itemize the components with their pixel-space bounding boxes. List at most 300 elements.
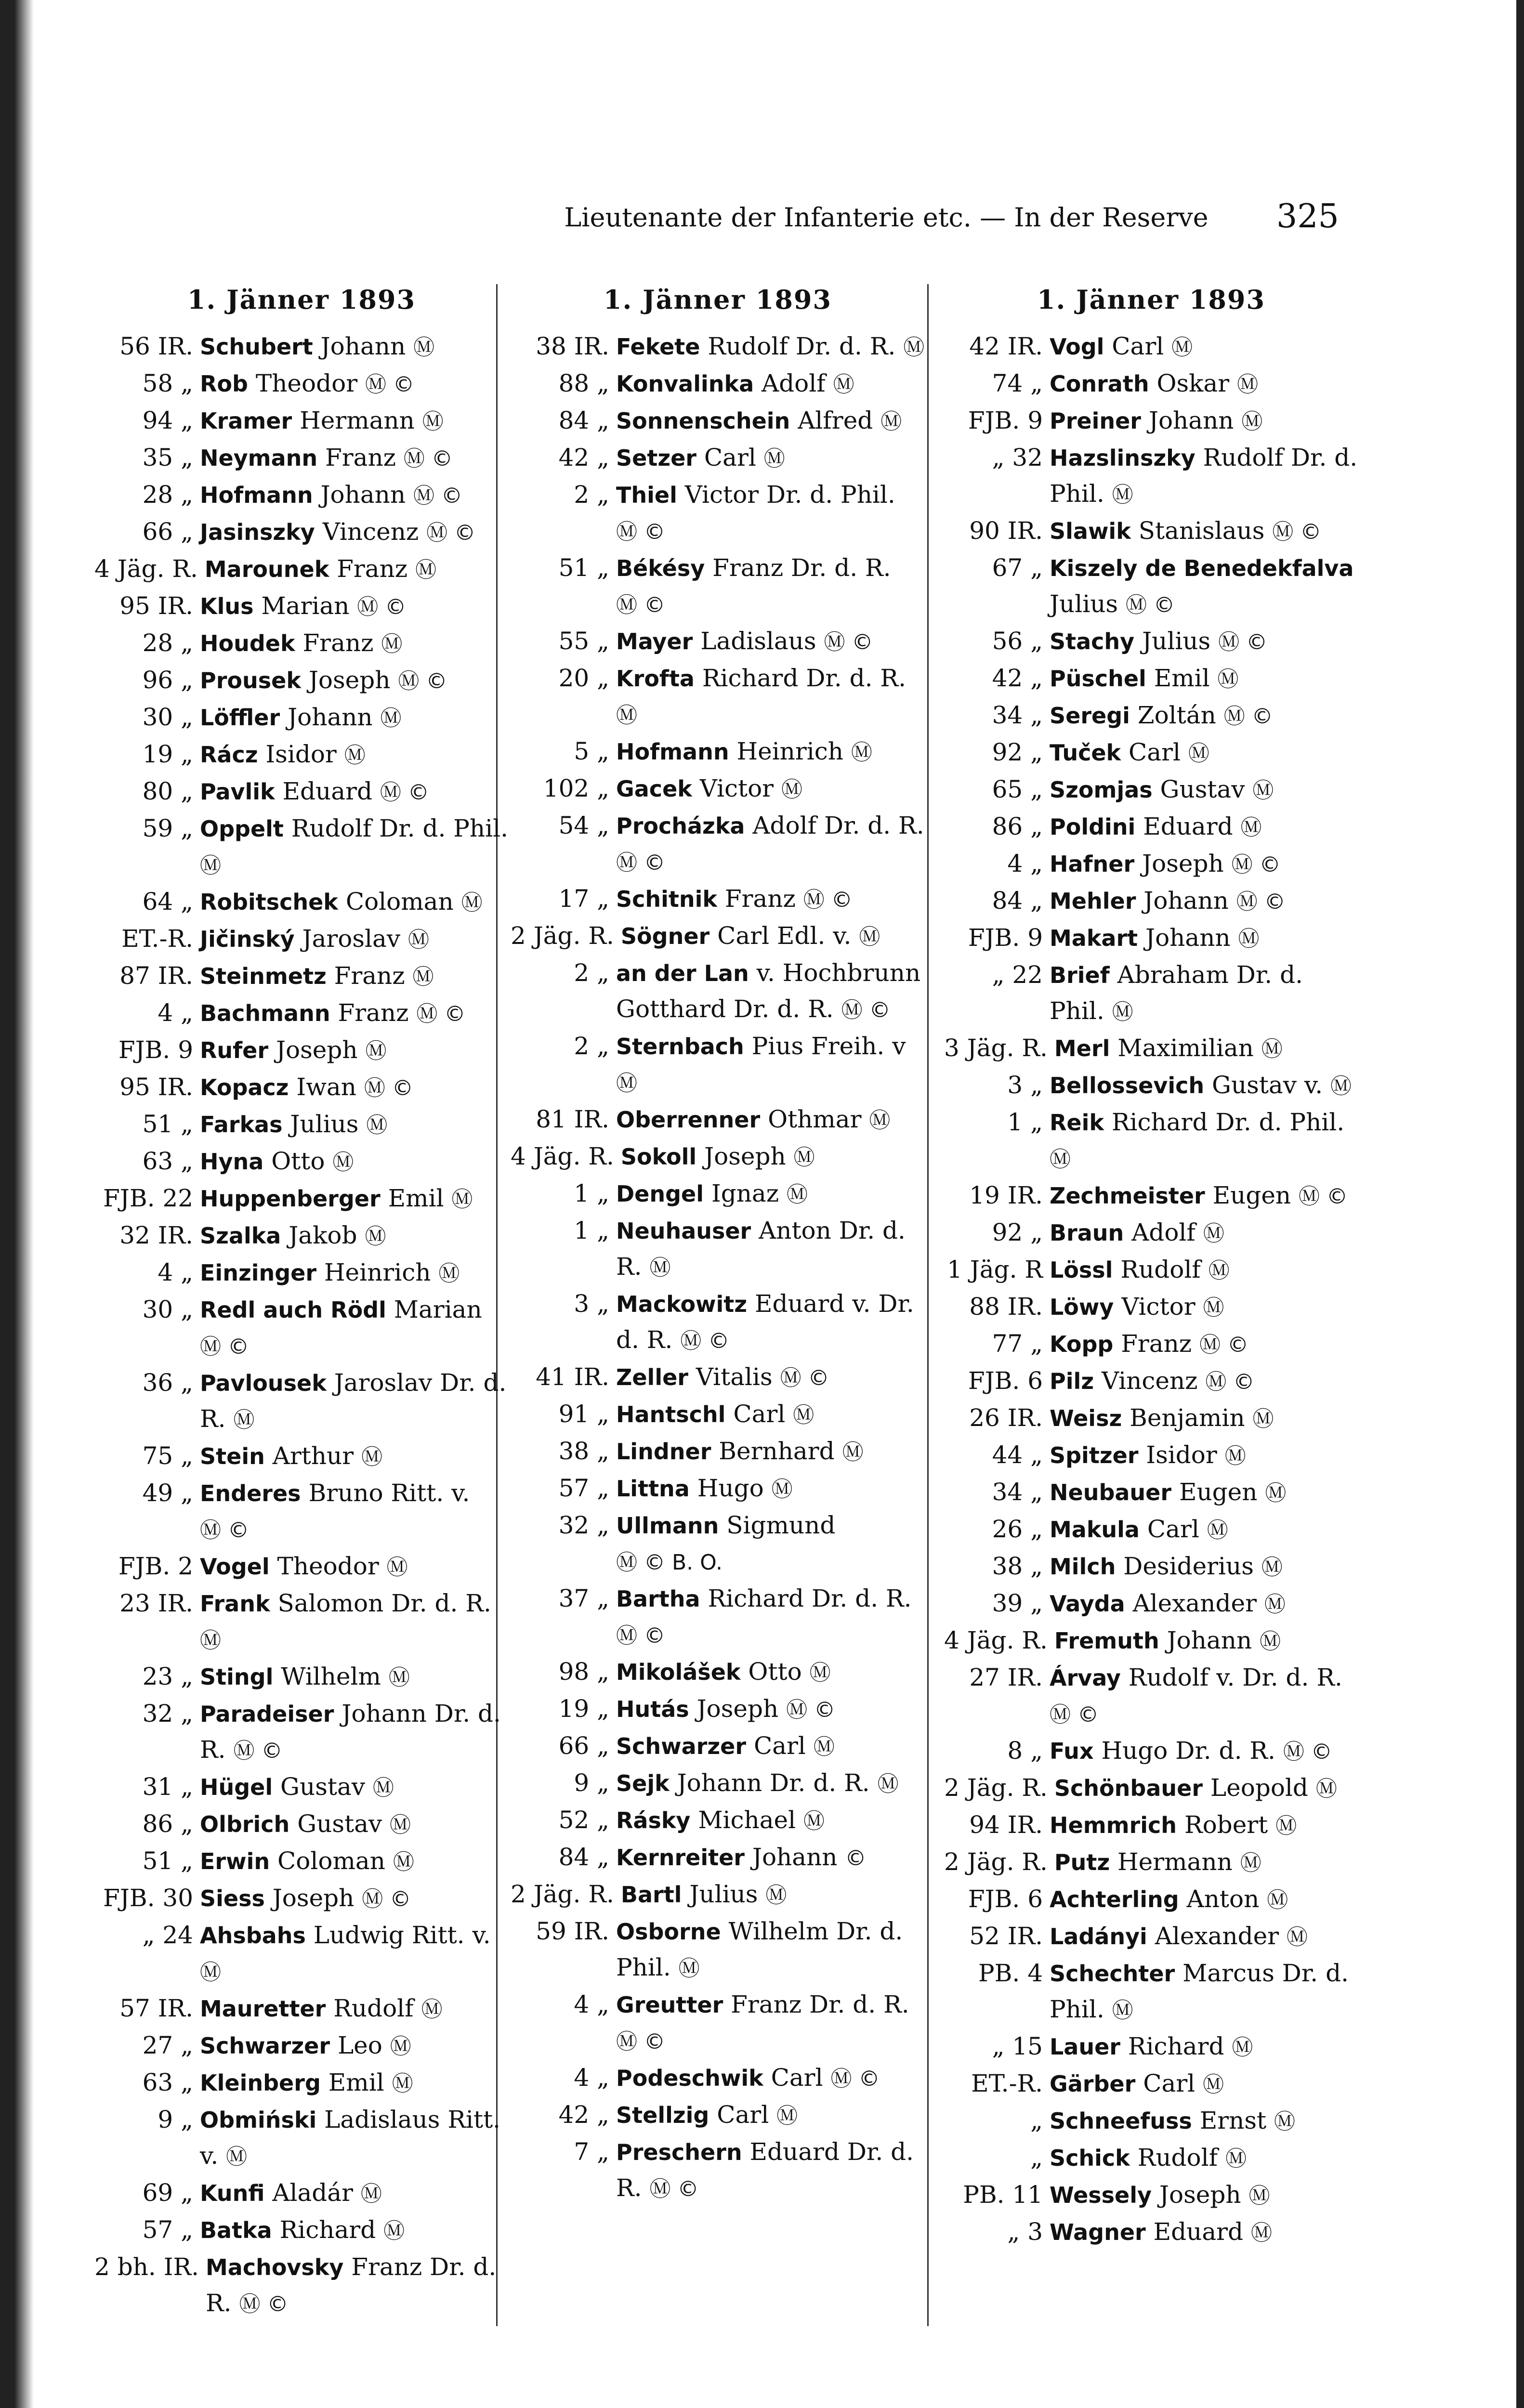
list-item	[511, 1176, 925, 1213]
unit-label: 32 IR.	[119, 1221, 193, 1249]
surname: Hemmrich	[1050, 1812, 1177, 1838]
unit-label: 74 „	[992, 369, 1043, 397]
given-names: Ernst	[1199, 2107, 1267, 2134]
given-names: Maximilian	[1117, 1034, 1254, 1062]
medal-marks: Ⓜ ©	[616, 593, 665, 617]
given-names: Johann Dr. d. R.	[200, 1700, 501, 1764]
medal-marks: Ⓜ	[903, 335, 925, 360]
medal-marks: Ⓜ © B. O.	[616, 1550, 723, 1575]
surname: Szomjas	[1050, 777, 1153, 803]
list-item	[511, 1359, 925, 1396]
given-names: Isidor	[1146, 1441, 1217, 1469]
unit-label: 77 „	[992, 1330, 1043, 1358]
medal-marks: Ⓜ	[1112, 483, 1133, 507]
surname: Árvay	[1050, 1665, 1121, 1691]
given-names: Adolf	[762, 369, 826, 397]
list-item	[94, 1769, 509, 1806]
medal-marks: Ⓜ ©	[403, 446, 453, 471]
list-item	[511, 1654, 925, 1691]
surname: Einzinger	[200, 1260, 317, 1286]
given-names: Julius	[1050, 590, 1118, 618]
list-item	[511, 808, 925, 881]
medal-marks: Ⓜ	[1240, 1851, 1261, 1875]
given-names: Gustav	[280, 1773, 365, 1801]
unit-label: 28 „	[142, 481, 193, 509]
given-names: Joseph	[276, 1036, 358, 1064]
person-name	[200, 328, 509, 366]
surname: Hyna	[200, 1149, 264, 1175]
list-item	[511, 1691, 925, 1728]
page-number: 325	[1276, 197, 1339, 236]
surname: Paradeiser	[200, 1701, 334, 1727]
unit-label: 95 IR.	[119, 1073, 193, 1101]
given-names: Johann	[1167, 1626, 1252, 1654]
person-name	[1050, 366, 1358, 403]
running-title: Lieutenante der Infanterie etc. — In der Reserve	[564, 202, 1209, 233]
surname: Lössl	[1050, 1257, 1113, 1283]
surname: Steinmetz	[200, 963, 327, 989]
person-name	[1050, 440, 1358, 513]
unit-label: 42 „	[992, 664, 1043, 692]
unit-label: 39 „	[992, 1589, 1043, 1617]
list-item	[944, 2028, 1358, 2066]
person-name	[616, 1654, 925, 1691]
unit-label: 64 „	[142, 888, 193, 916]
unit-label: 2 „	[574, 1032, 609, 1060]
medal-marks: Ⓜ	[1264, 1592, 1286, 1617]
list-item	[944, 957, 1358, 1030]
person-name	[1050, 1289, 1358, 1326]
medal-marks: Ⓜ	[200, 853, 221, 878]
person-name	[200, 514, 509, 551]
given-names: Bernhard	[719, 1437, 835, 1465]
unit-label: 4 „	[158, 999, 193, 1027]
surname: Oberrenner	[616, 1107, 761, 1133]
list-item	[511, 623, 925, 660]
list-item	[944, 1807, 1358, 1844]
unit-label: „ 22	[992, 961, 1043, 989]
surname: Bartha	[616, 1586, 700, 1612]
given-names: Heinrich	[324, 1258, 431, 1286]
unit-label: 63 „	[142, 2068, 193, 2096]
surname: Stein	[200, 1443, 265, 1469]
medal-marks: Ⓜ ©	[1223, 704, 1273, 729]
list-item	[94, 1917, 509, 1990]
medal-marks: Ⓜ	[1112, 1998, 1133, 2023]
unit-label: 96 „	[142, 666, 193, 694]
surname: Wagner	[1050, 2219, 1146, 2245]
unit-label: 1 „	[574, 1217, 609, 1244]
list-item	[511, 550, 925, 623]
medal-marks: Ⓜ	[233, 1408, 255, 1432]
surname: Siess	[200, 1885, 265, 1911]
unit-label: 90 IR.	[969, 517, 1043, 545]
unit-label: 98 „	[558, 1658, 609, 1686]
surname: Schitnik	[616, 886, 718, 912]
surname: Kernreiter	[616, 1845, 745, 1871]
surname: Farkas	[200, 1112, 283, 1138]
surname: Löwy	[1050, 1294, 1114, 1320]
unit-label: 80 „	[142, 777, 193, 805]
unit-label: 9 „	[574, 1769, 609, 1797]
list-item	[94, 328, 509, 366]
list-item	[944, 1030, 1358, 1067]
surname: Huppenberger	[200, 1186, 381, 1212]
medal-marks: Ⓜ	[380, 706, 402, 731]
unit-label: 92 „	[992, 738, 1043, 766]
medal-marks: Ⓜ	[1232, 2035, 1253, 2060]
surname: Rufer	[200, 1037, 269, 1063]
medal-marks: Ⓜ ©	[1126, 593, 1175, 617]
given-names: Joseph	[1142, 850, 1224, 877]
person-name	[616, 1987, 925, 2060]
list-item	[511, 1839, 925, 1876]
person-name	[616, 1839, 925, 1876]
given-names: Anton Dr. d. R.	[616, 1217, 906, 1281]
unit-label: 17 „	[558, 885, 609, 913]
surname: Neubauer	[1050, 1479, 1172, 1505]
person-name	[616, 1213, 925, 1286]
person-name	[200, 1696, 509, 1769]
list-item	[511, 440, 925, 477]
list-item	[511, 2060, 925, 2097]
unit-label: 88 „	[558, 369, 609, 397]
list-item	[944, 920, 1358, 957]
unit-label: 37 „	[558, 1584, 609, 1612]
list-item	[511, 1139, 925, 1176]
person-name	[1054, 1030, 1358, 1067]
list-item	[94, 1143, 509, 1180]
list-item	[511, 660, 925, 733]
person-name	[616, 1176, 925, 1213]
list-item	[94, 662, 509, 699]
person-name	[621, 918, 925, 955]
person-name	[200, 1769, 509, 1806]
medal-marks: Ⓜ	[372, 1776, 394, 1800]
surname: Poldini	[1050, 814, 1136, 840]
medal-marks: ©	[845, 1846, 867, 1871]
list-item	[511, 1433, 925, 1470]
list-item	[944, 809, 1358, 846]
person-name	[200, 403, 509, 440]
list-item	[94, 2102, 509, 2175]
unit-label: 30 „	[142, 1296, 193, 1323]
person-name	[616, 328, 925, 366]
medal-marks: Ⓜ	[388, 1665, 410, 1690]
unit-label: 88 IR.	[969, 1293, 1043, 1321]
list-item	[94, 995, 509, 1032]
list-item	[511, 1028, 925, 1101]
list-item	[94, 1106, 509, 1143]
unit-label: 1 „	[1007, 1108, 1043, 1136]
given-names: Wilhelm	[281, 1662, 381, 1690]
given-names: Carl	[717, 2101, 769, 2129]
unit-label: 20 „	[558, 664, 609, 692]
medal-marks: Ⓜ	[678, 1956, 700, 1981]
surname: Ullmann	[616, 1513, 719, 1539]
unit-label: 3 „	[574, 1290, 609, 1318]
person-name	[200, 2102, 509, 2175]
list-item	[94, 1069, 509, 1106]
surname: Seregi	[1050, 703, 1130, 729]
given-names: Gustav	[297, 1810, 382, 1838]
person-name	[1050, 1511, 1358, 1548]
person-name	[200, 1438, 509, 1475]
given-names: Vincenz	[322, 518, 419, 546]
given-names: Ludwig Ritt. v.	[313, 1921, 491, 1949]
medal-marks: Ⓜ	[1260, 1629, 1281, 1654]
given-names: Richard	[279, 2216, 376, 2244]
given-names: Wilhelm Dr. d. Phil.	[616, 1917, 903, 1981]
person-name	[616, 1101, 925, 1139]
person-name	[1050, 1252, 1358, 1289]
unit-label: 84 „	[558, 406, 609, 434]
list-item	[944, 1363, 1358, 1400]
medal-marks: Ⓜ	[1188, 741, 1209, 766]
given-names: Carl	[1147, 1515, 1199, 1543]
entry-list	[511, 328, 925, 2207]
person-name	[1050, 550, 1358, 623]
surname: Szalka	[200, 1223, 281, 1249]
surname: an der Lan	[616, 960, 749, 986]
given-names: Franz Dr. d. R.	[206, 2253, 497, 2317]
given-names: Jaroslav Dr. d. R.	[200, 1369, 507, 1433]
surname: Hantschl	[616, 1401, 726, 1427]
medal-marks: Ⓜ	[365, 1224, 386, 1249]
medal-marks: Ⓜ	[763, 446, 785, 471]
medal-marks: Ⓜ	[1203, 2072, 1224, 2097]
medal-marks: Ⓜ	[1252, 778, 1274, 803]
list-item	[944, 1623, 1358, 1660]
surname: Weisz	[1050, 1405, 1122, 1431]
surname: Thiel	[616, 482, 677, 508]
surname: Fux	[1050, 1738, 1094, 1764]
list-item	[944, 1918, 1358, 1955]
list-item	[94, 811, 509, 884]
person-name	[1050, 1215, 1358, 1252]
unit-label: 69 „	[142, 2179, 193, 2207]
list-item	[94, 1217, 509, 1255]
given-names: Jakob	[289, 1221, 357, 1249]
given-names: Julius	[1142, 627, 1211, 655]
medal-marks: Ⓜ ©	[200, 1518, 249, 1543]
given-names: Johann Dr. d. R.	[677, 1769, 870, 1797]
person-name	[200, 1143, 509, 1180]
surname: Kleinberg	[200, 2070, 321, 2096]
person-name	[1050, 1067, 1358, 1104]
medal-marks: Ⓜ ©	[364, 1076, 413, 1100]
surname: Hofmann	[616, 739, 729, 765]
unit-label: 94 IR.	[969, 1811, 1043, 1839]
column-2	[511, 284, 925, 2207]
unit-label: FJB. 2	[118, 1552, 193, 1580]
surname: Lindner	[616, 1439, 711, 1465]
given-names: Emil	[328, 2068, 384, 2096]
unit-label: 63 „	[142, 1147, 193, 1175]
list-item	[94, 2065, 509, 2102]
given-names: Stanislaus	[1138, 517, 1265, 545]
person-name	[200, 1475, 509, 1548]
unit-label: 2 Jäg. R.	[944, 1848, 1048, 1876]
person-name	[1050, 328, 1358, 366]
list-item	[511, 1987, 925, 2060]
surname: Hofmann	[200, 482, 313, 508]
given-names: Marian	[261, 592, 350, 620]
list-item	[944, 883, 1358, 920]
given-names: Aladár	[272, 2179, 353, 2207]
medal-marks: Ⓜ	[771, 1477, 793, 1502]
list-item	[944, 2066, 1358, 2103]
list-item	[94, 1255, 509, 1292]
given-names: Isidor	[265, 740, 337, 768]
surname: Spitzer	[1050, 1442, 1139, 1468]
surname: Kopacz	[200, 1074, 289, 1100]
person-name	[200, 1990, 509, 2028]
person-name	[200, 811, 509, 884]
list-item	[511, 733, 925, 771]
medal-marks: Ⓜ	[461, 890, 483, 915]
medal-marks: Ⓜ	[1050, 1147, 1071, 1172]
surname: Procházka	[616, 813, 745, 839]
list-item	[511, 1728, 925, 1765]
list-item	[511, 477, 925, 550]
medal-marks: Ⓜ	[1237, 372, 1259, 397]
person-name	[200, 1292, 509, 1365]
given-names: Ladislaus	[700, 627, 816, 655]
given-names: Franz	[1121, 1330, 1192, 1358]
entry-list	[944, 328, 1358, 2251]
person-name	[200, 1365, 509, 1438]
given-names: Johann	[752, 1843, 838, 1871]
list-item	[94, 2175, 509, 2212]
surname: Gacek	[616, 776, 692, 802]
list-item	[94, 2212, 509, 2249]
list-item	[94, 958, 509, 995]
medal-marks: Ⓜ	[649, 1256, 671, 1280]
given-names: Otto	[748, 1658, 802, 1686]
medal-marks: Ⓜ ©	[1236, 890, 1286, 914]
given-names: Joseph	[272, 1884, 355, 1912]
given-names: Johann	[320, 481, 406, 509]
medal-marks: Ⓜ ©	[239, 2292, 289, 2316]
surname: Mayer	[616, 628, 693, 654]
person-name	[616, 623, 925, 660]
column-rule	[927, 284, 929, 2326]
surname: Löffler	[200, 705, 280, 731]
unit-label: 38 „	[992, 1552, 1043, 1580]
person-name	[1054, 1844, 1358, 1881]
given-names: Carl	[753, 1732, 806, 1760]
list-item	[511, 1765, 925, 1802]
medal-marks: Ⓜ	[616, 1071, 637, 1096]
medal-marks: Ⓜ	[1275, 1814, 1297, 1838]
list-item	[944, 1660, 1358, 1733]
person-name	[616, 1728, 925, 1765]
person-name	[1050, 697, 1358, 734]
person-name	[1050, 513, 1358, 550]
medal-marks: Ⓜ ©	[841, 998, 891, 1022]
given-names: Hermann	[1117, 1848, 1233, 1876]
given-names: Johann	[1148, 406, 1234, 434]
list-item	[944, 366, 1358, 403]
unit-label: 56 „	[992, 627, 1043, 655]
given-names: Leopold	[1210, 1774, 1308, 1802]
list-item	[944, 1770, 1358, 1807]
unit-label: 81 IR.	[536, 1105, 609, 1133]
given-names: Rudolf Dr. d. R.	[708, 332, 896, 360]
given-names: Eduard v. Dr. d. R.	[616, 1290, 914, 1354]
person-name	[1050, 734, 1358, 772]
given-names: Carl	[1129, 738, 1181, 766]
medal-marks: Ⓜ ©	[1199, 1333, 1249, 1357]
person-name	[200, 1917, 509, 1990]
person-name	[200, 1659, 509, 1696]
list-item	[944, 1548, 1358, 1585]
given-names: Eduard	[282, 777, 372, 805]
scan-edge-left	[0, 0, 34, 2408]
given-names: Theodor	[255, 369, 358, 397]
medal-marks: Ⓜ	[833, 372, 854, 397]
person-name	[616, 1765, 925, 1802]
person-name	[1050, 2028, 1358, 2066]
person-name	[616, 771, 925, 808]
list-item	[511, 955, 925, 1028]
given-names: Rudolf v. Dr. d. R.	[1128, 1663, 1342, 1691]
list-item	[944, 1881, 1358, 1918]
unit-label: 9 „	[158, 2106, 193, 2133]
medal-marks: Ⓜ	[1265, 1481, 1287, 1505]
surname: Schubert	[200, 334, 313, 360]
unit-label: 1 Jäg. R	[947, 1256, 1043, 1283]
surname: Robitschek	[200, 889, 338, 915]
surname: Machovsky	[206, 2254, 344, 2280]
surname: Mackowitz	[616, 1291, 748, 1317]
unit-label: 42 IR.	[969, 332, 1043, 360]
medal-marks: Ⓜ	[361, 1445, 383, 1469]
unit-label: 56 IR.	[119, 332, 193, 360]
unit-label: FJB. 6	[968, 1885, 1043, 1913]
list-item	[944, 1437, 1358, 1474]
unit-label: 91 „	[558, 1400, 609, 1428]
medal-marks: Ⓜ	[765, 1883, 787, 1908]
medal-marks: Ⓜ ©	[1218, 630, 1268, 654]
medal-marks: Ⓜ	[809, 1661, 831, 1685]
given-names: Rudolf Dr. d. Phil.	[1050, 444, 1358, 508]
unit-label: 86 „	[142, 1810, 193, 1838]
medal-marks: Ⓜ	[226, 2145, 248, 2169]
given-names: Alfred	[798, 406, 873, 434]
person-name	[1050, 1548, 1358, 1585]
unit-label: FJB. 22	[103, 1184, 193, 1212]
surname: Podeschwik	[616, 2065, 763, 2091]
list-item	[511, 918, 925, 955]
list-item	[944, 623, 1358, 660]
surname: Obmiński	[200, 2107, 317, 2133]
list-item	[511, 2097, 925, 2134]
medal-marks: Ⓜ	[390, 2034, 411, 2059]
person-name	[1050, 660, 1358, 697]
list-item	[511, 1507, 925, 1581]
surname: Sögner	[620, 923, 710, 949]
given-names: Franz Dr. d. R.	[712, 554, 891, 582]
medal-marks: Ⓜ ©	[398, 669, 447, 694]
list-item	[944, 1104, 1358, 1178]
entry-list	[94, 328, 509, 2322]
medal-marks: Ⓜ	[1241, 409, 1263, 434]
given-names: Joseph	[1159, 2181, 1241, 2209]
list-item	[944, 1067, 1358, 1104]
person-name	[200, 1217, 509, 1255]
